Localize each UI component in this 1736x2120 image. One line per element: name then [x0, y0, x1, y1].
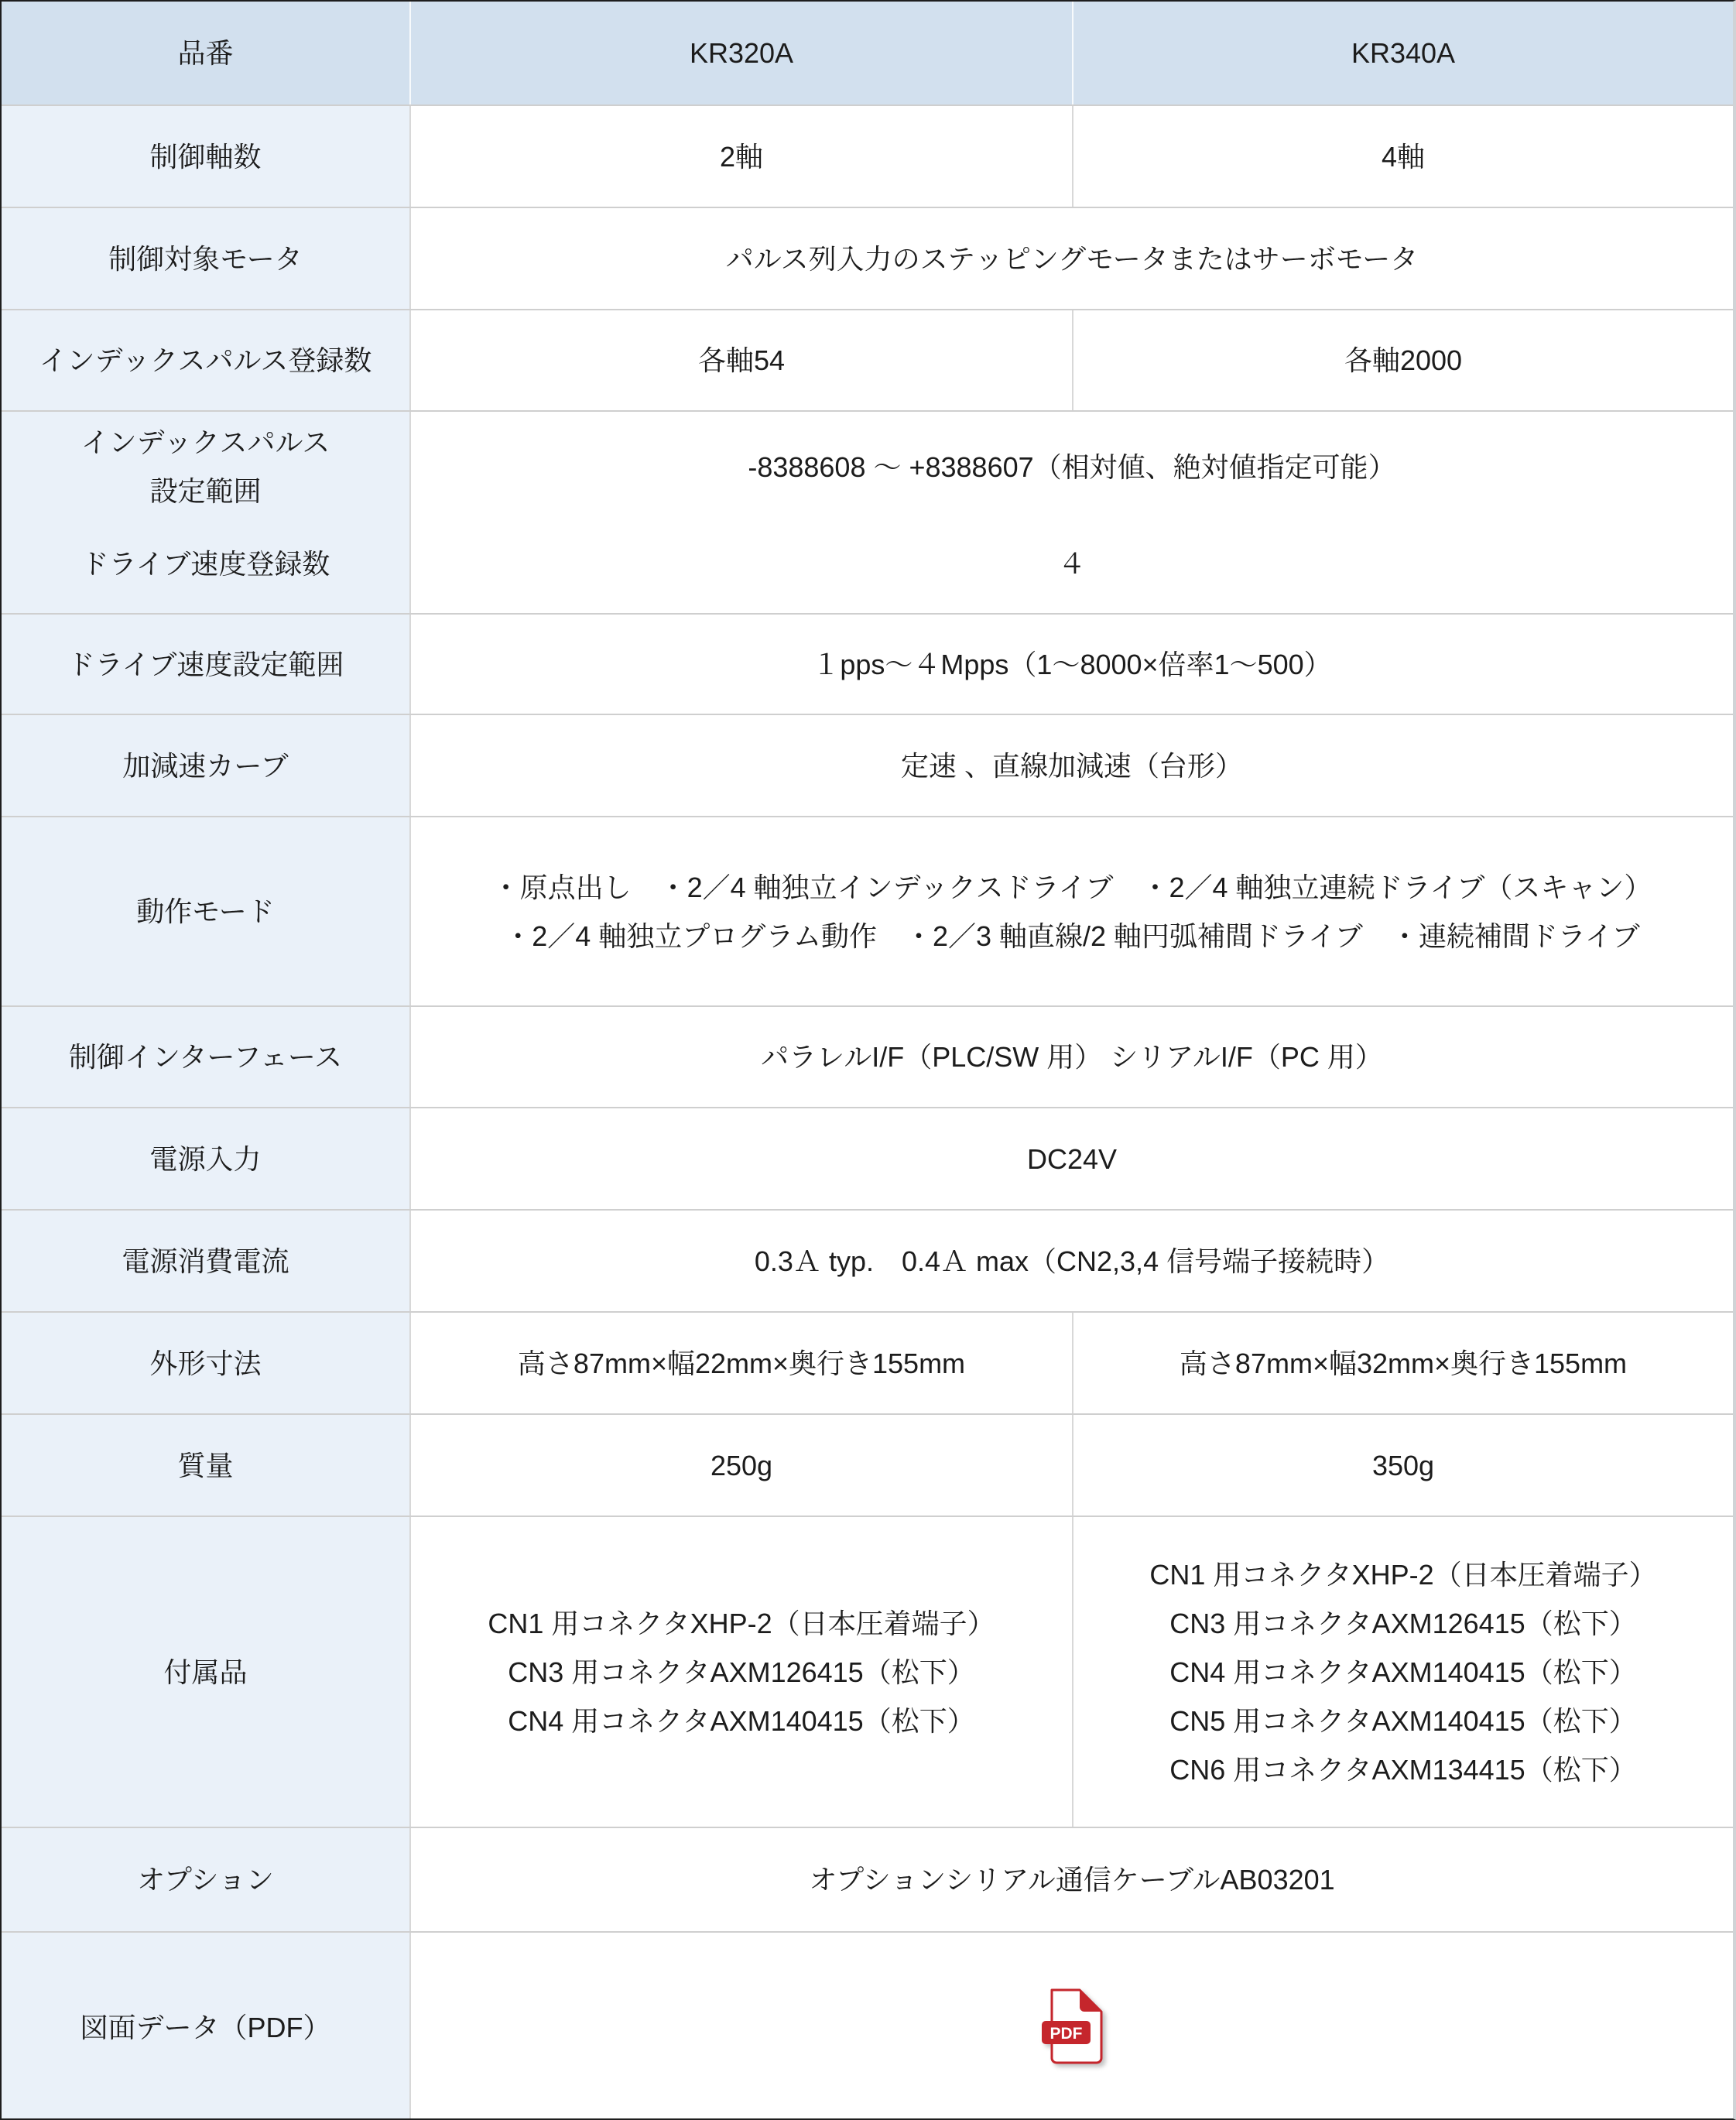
row-label-line: 設定範囲	[149, 475, 262, 507]
spec-row-options	[2, 1827, 1733, 1931]
spec-row-target-motor	[2, 207, 1733, 309]
spec-row-drive-speed-count	[2, 512, 1733, 613]
spec-row-power-input	[2, 1107, 1733, 1209]
row-value-span: オプションシリアル通信ケーブルAB03201	[409, 1828, 1733, 1931]
row-value-span	[409, 817, 1733, 1005]
row-label: 動作モード	[2, 817, 409, 1005]
spec-row-weight	[2, 1413, 1733, 1516]
row-value-span: ４	[409, 514, 1733, 613]
row-value-span: パラレルI/F（PLC/SW 用） シリアルI/F（PC 用）	[409, 1007, 1733, 1107]
accessory-item: CN1 用コネクタXHP-2（日本圧着端子）	[488, 1607, 995, 1639]
accessory-item: CN4 用コネクタAXM140415（松下）	[508, 1704, 975, 1737]
spec-row-operation-mode	[2, 816, 1733, 1005]
row-value-kr340a	[1072, 1517, 1733, 1827]
accessory-item: CN6 用コネクタAXM134415（松下）	[1169, 1753, 1637, 1786]
accessory-item: CN3 用コネクタAXM126415（松下）	[1169, 1607, 1637, 1639]
row-value-kr340a: 350g	[1072, 1415, 1733, 1516]
spec-row-accessories	[2, 1516, 1733, 1827]
row-value-span: 定速 、直線加減速（台形）	[409, 715, 1733, 816]
accessory-item: CN5 用コネクタAXM140415（松下）	[1169, 1704, 1637, 1737]
row-value-span: DC24V	[409, 1108, 1733, 1209]
pdf-badge-label: PDF	[1049, 2025, 1083, 2043]
pdf-file-icon	[1039, 1988, 1104, 2066]
spec-row-control-interface	[2, 1005, 1733, 1107]
row-value-kr320a	[409, 1517, 1072, 1827]
accessory-item: CN3 用コネクタAXM126415（松下）	[508, 1656, 975, 1688]
row-value-kr320a: 250g	[409, 1415, 1072, 1516]
row-label: 加減速カーブ	[2, 715, 409, 816]
table-header-row	[2, 2, 1733, 104]
header-col-kr340a: KR340A	[1072, 2, 1733, 104]
row-value-kr340a: 4軸	[1072, 106, 1733, 207]
row-label: 質量	[2, 1415, 409, 1516]
spec-row-power-current	[2, 1209, 1733, 1311]
row-value-span: -8388608 ～ +8388607（相対値、絶対値指定可能）	[409, 412, 1733, 522]
row-value-line: ・2／4 軸独立プログラム動作 ・2／3 軸直線/2 軸円弧補間ドライブ ・連続補間ドライブ	[504, 920, 1640, 952]
row-label: ドライブ速度登録数	[2, 514, 409, 613]
row-value-span: １pps～４Mpps（1～8000×倍率1～500）	[409, 615, 1733, 714]
spec-row-accel-curve	[2, 714, 1733, 816]
row-label: 電源消費電流	[2, 1211, 409, 1311]
accessory-item: CN1 用コネクタXHP-2（日本圧着端子）	[1149, 1558, 1657, 1591]
row-label	[2, 412, 409, 522]
spec-row-drive-speed-range	[2, 613, 1733, 714]
row-label: 制御軸数	[2, 106, 409, 207]
spec-row-dimensions	[2, 1311, 1733, 1413]
row-label: 制御対象モータ	[2, 208, 409, 309]
row-value-kr320a: 各軸54	[409, 310, 1072, 410]
row-value-line: ・原点出し ・2／4 軸独立インデックスドライブ ・2／4 軸独立連続ドライブ（スキャン）	[491, 871, 1652, 903]
row-label: 電源入力	[2, 1108, 409, 1209]
row-value-kr340a: 各軸2000	[1072, 310, 1733, 410]
row-label: ドライブ速度設定範囲	[2, 615, 409, 714]
row-value-kr340a: 高さ87mm×幅32mm×奥行き155mm	[1072, 1313, 1733, 1413]
row-label: 制御インターフェース	[2, 1007, 409, 1107]
header-product-number: 品番	[2, 2, 409, 104]
row-value-kr320a: 2軸	[409, 106, 1072, 207]
row-label: インデックスパルス登録数	[2, 310, 409, 410]
row-value-span: パルス列入力のステッピングモータまたはサーボモータ	[409, 208, 1733, 309]
row-value-span: 0.3Ａ typ. 0.4Ａ max（CN2,3,4 信号端子接続時）	[409, 1211, 1733, 1311]
spec-row-drawing-data	[2, 1931, 1733, 2120]
row-value-kr320a: 高さ87mm×幅22mm×奥行き155mm	[409, 1313, 1072, 1413]
row-label: 付属品	[2, 1517, 409, 1827]
spec-row-index-pulse-count	[2, 309, 1733, 410]
row-label: 外形寸法	[2, 1313, 409, 1413]
row-label-line: インデックスパルス	[80, 426, 330, 458]
header-col-kr320a: KR320A	[409, 2, 1072, 104]
accessory-item: CN4 用コネクタAXM140415（松下）	[1169, 1656, 1637, 1688]
row-label: 図面データ（PDF）	[2, 1933, 409, 2120]
spec-row-index-pulse-range	[2, 410, 1733, 512]
pdf-download-link[interactable]	[1039, 1988, 1104, 2066]
row-label: オプション	[2, 1828, 409, 1931]
spec-row-control-axes	[2, 104, 1733, 207]
